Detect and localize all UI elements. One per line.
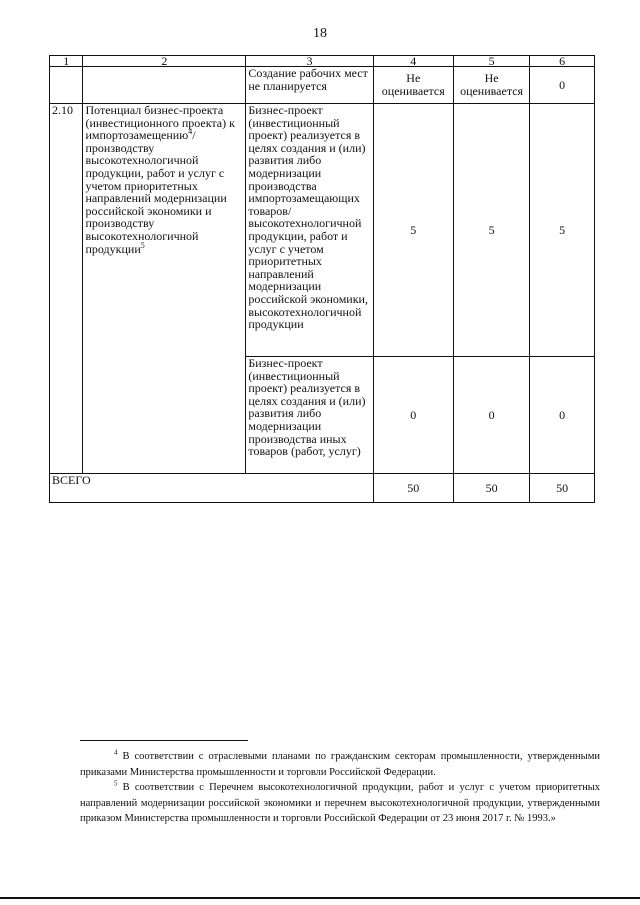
evaluation-table	[49, 55, 595, 503]
footnote-mark-5: 5	[140, 240, 145, 250]
criterion-condition-cell: Создание рабочих мест не планируется	[246, 67, 373, 104]
footnotes	[80, 749, 600, 827]
criterion-condition-cell: Бизнес-проект (инвестиционный проект) реализуется в целях создания и (или) развития либо модернизации производства иных товаров (работ, услуг)	[246, 357, 373, 474]
score-cell: 0	[530, 357, 595, 474]
score-cell: 0	[373, 357, 453, 474]
footnote-5-mark: 5	[114, 779, 118, 788]
total-score-cell: 50	[373, 474, 453, 503]
criterion-name-text: Потенциал бизнес-проекта (инвестиционного проекта) к импортозамещению	[85, 103, 235, 143]
table-header-row	[50, 56, 595, 67]
score-cell: Не оценивается	[453, 67, 529, 104]
page-bottom-edge	[0, 897, 640, 899]
score-cell: 0	[453, 357, 529, 474]
criterion-name-cell	[83, 104, 246, 474]
footnote-4-mark: 4	[114, 748, 118, 757]
total-score-cell: 50	[453, 474, 529, 503]
footnote-mark-4: 4	[188, 127, 193, 137]
column-header-6: 6	[530, 56, 595, 67]
criterion-condition-cell: Бизнес-проект (инвестиционный проект) реализуется в целях создания и (или) развития либо модернизации производства импортозамещающих товаров/ высокотехнологичной продукции, работ и услуг с учетом приоритетных направлений модернизации российской экономики, высокотехнологичной продукции	[246, 104, 373, 357]
column-header-5: 5	[453, 56, 529, 67]
score-cell: Не оценивается	[373, 67, 453, 104]
total-label: ВСЕГО	[50, 474, 374, 503]
total-score-cell: 50	[530, 474, 595, 503]
row-number-cell: 2.10	[50, 104, 83, 474]
criterion-name-text-continued: / производству высокотехнологичной продукции, работ и услуг с учетом приоритетных направлений модернизации российской экономики и производству высокотехнологичной продукции	[85, 128, 227, 256]
row-number-cell	[50, 67, 83, 104]
score-cell: 5	[530, 104, 595, 357]
page-number: 18	[313, 26, 327, 41]
score-cell: 0	[530, 67, 595, 104]
column-header-2: 2	[83, 56, 246, 67]
footnote-5	[80, 780, 600, 827]
footnote-4	[80, 749, 600, 780]
footnote-separator	[80, 740, 248, 741]
table-total-row	[50, 474, 595, 503]
column-header-4: 4	[373, 56, 453, 67]
table-row	[50, 67, 595, 104]
table-row	[50, 104, 595, 357]
column-header-3: 3	[246, 56, 373, 67]
score-cell: 5	[373, 104, 453, 357]
footnote-5-text: В соответствии с Перечнем высокотехнологичной продукции, работ и услуг с учетом приоритетных направлений модернизации российской экономики и перечнем высокотехнологичной продукции, утвержденными приказом Министерства промышленности и торговли Российской Федерации от 23 июня 2017 г. № 1993.»	[80, 782, 600, 824]
criterion-name-cell	[83, 67, 246, 104]
footnote-4-text: В соответствии с отраслевыми планами по гражданским секторам промышленности, утвержденными приказами Министерства промышленности и торговли Российской Федерации.	[80, 751, 600, 778]
column-header-1: 1	[50, 56, 83, 67]
score-cell: 5	[453, 104, 529, 357]
